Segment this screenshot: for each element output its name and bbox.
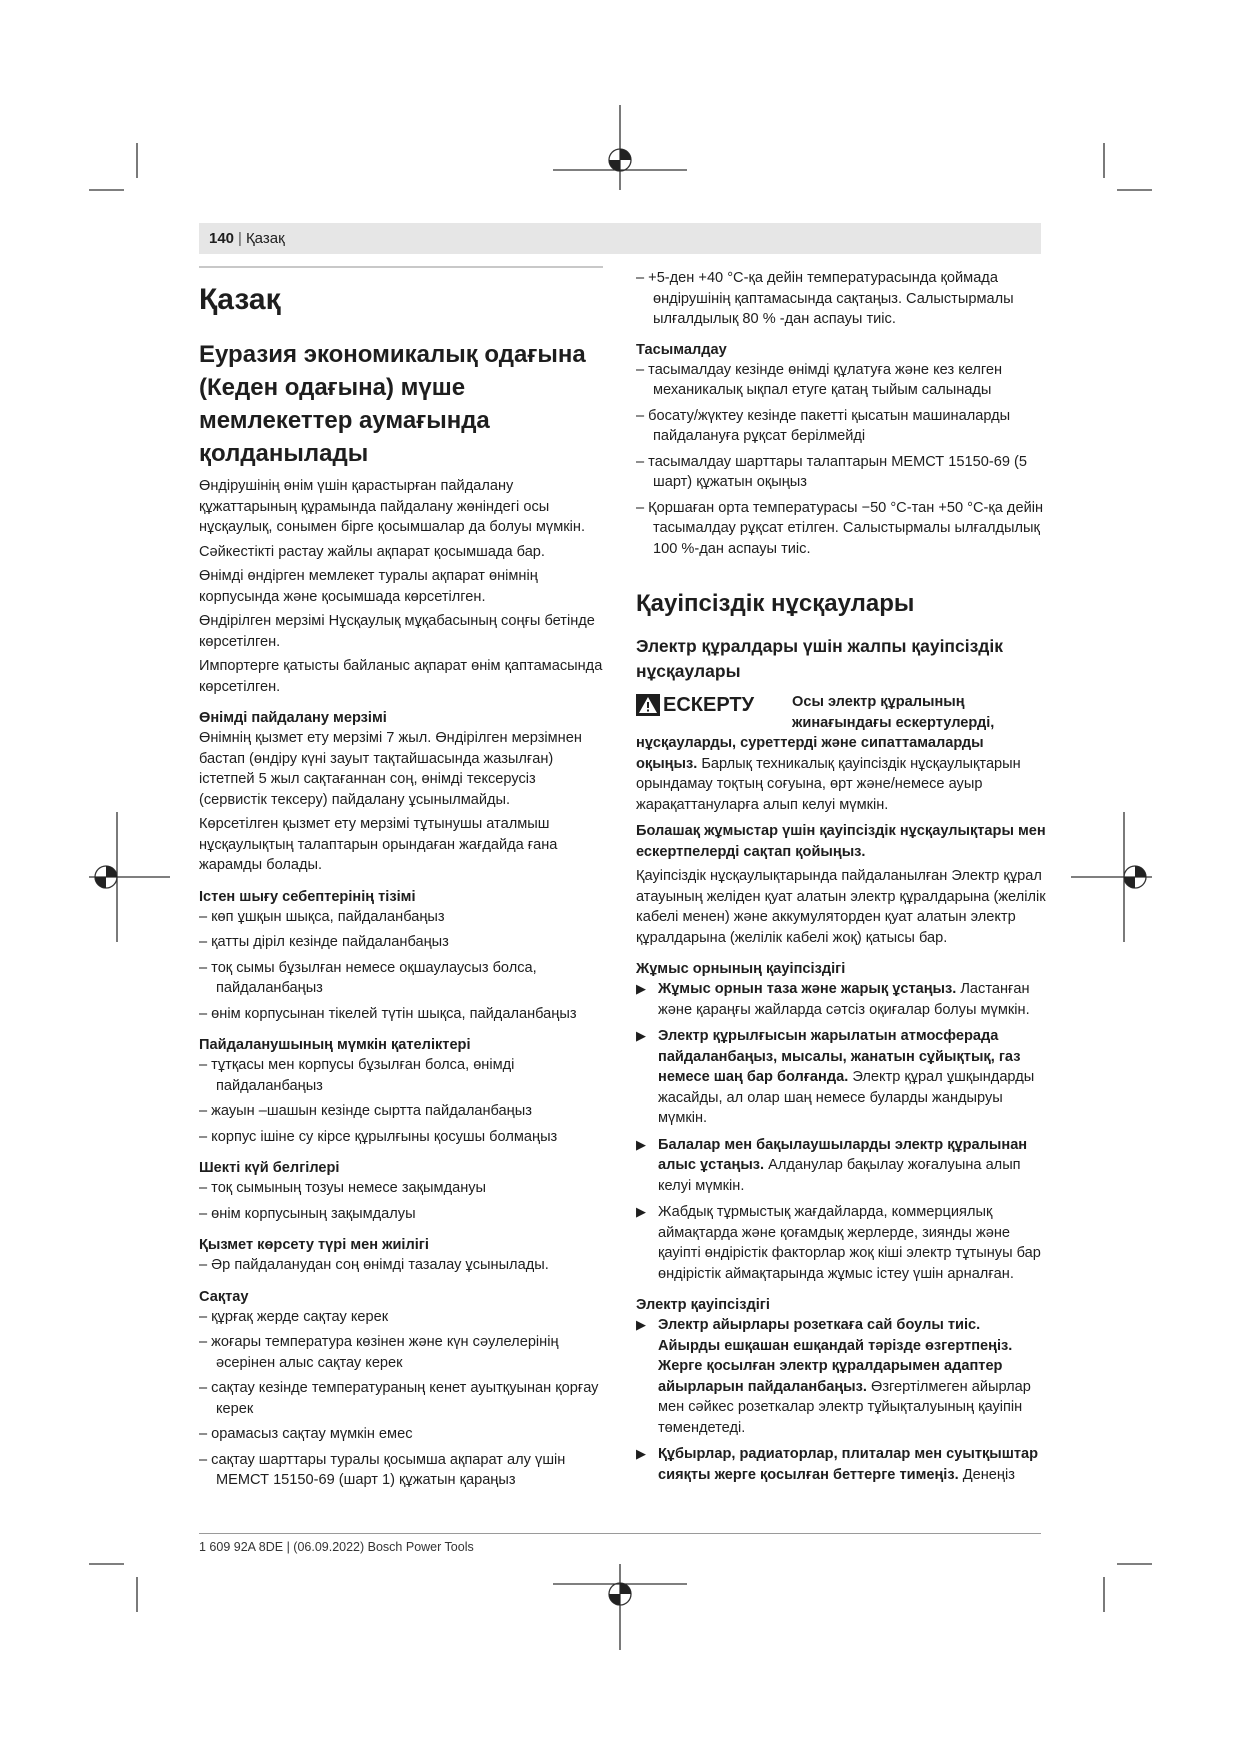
intro-paragraph: Сәйкестікті растау жайлы ақпарат қосымшада бар. bbox=[199, 543, 545, 560]
bullet-triangle-icon: ▶ bbox=[636, 1136, 646, 1152]
warning-label bbox=[636, 692, 754, 718]
list-item: – жауын –шашын кезінде сыртта пайдаланбаңыз bbox=[199, 1103, 532, 1119]
transport-heading: Тасымалдау bbox=[636, 341, 727, 358]
item-bold: Электр айырлары розеткаға сай боулы тиіс. Айырды ешқашан ешқандай тәрізде өзгертпеңіз. Жерге қосылған электр құралдарымен адаптер айырларын пайдаланбаңыз. bbox=[658, 1317, 1013, 1395]
list-item: – өнім корпусынан тікелей түтін шықса, пайдаланбаңыз bbox=[199, 1005, 577, 1022]
list-item bbox=[636, 1135, 1046, 1197]
list-item: – тасымалдау шарттары талаптарын МЕМСТ 15150-69 (5 шарт) құжатын оқыңыз bbox=[636, 453, 1027, 490]
usage-paragraph: Өнімнің қызмет ету мерзімі 7 жыл. Өндірілген мерзімнен бастап (өндіру күні зауыт тақтайшасында жазылған) істетпей 5 жыл сақтағаннан соң, өнімді тексерусіз (сервистік тексеру) пайдалану ұсынылмайды. bbox=[199, 730, 582, 808]
usage-heading: Өнімді пайдалану мерзімі bbox=[199, 710, 387, 726]
section-title: Қазақ bbox=[199, 283, 281, 316]
list-item: – тоқ сымының тозуы немесе зақымдануы bbox=[199, 1180, 487, 1196]
intro-paragraph: Өндірушінің өнім үшін қарастырған пайдалану құжаттарының құрамында пайдалану жөніндегі осы нұсқаулық, сонымен бірге қосымшалар да болуы мүмкін. bbox=[199, 478, 585, 535]
storage-list-continued bbox=[636, 268, 1046, 330]
item-text: Жабдық тұрмыстық жағдайларда, коммерциялық аймақтарда және қоғамдық жерлерде, зиянды және қауіпті өндірістік факторлар жоқ кіші электр тұтынуы бар өндірістік аймақтарында жұмыс істеу үшін арналған. bbox=[658, 1204, 1041, 1282]
list-item bbox=[636, 1202, 1046, 1284]
failure-heading: Істен шығу себептерінің тізімі bbox=[199, 888, 416, 905]
intro-paragraph: Импортерге қатысты байланыс ақпарат өнім қаптамасында көрсетілген. bbox=[199, 658, 603, 695]
bullet-triangle-icon: ▶ bbox=[636, 1028, 646, 1043]
work-area-list bbox=[636, 979, 1046, 1284]
header-section: Қазақ bbox=[245, 230, 285, 247]
limit-list bbox=[199, 1178, 603, 1224]
list-item: – +5-ден +40 °C-қа дейін температурасында қоймада өндірушінің қаптамасында сақтаңыз. Салыстырмалы ылғалдылық 80 % -дан аспауы тиіс. bbox=[636, 270, 1014, 327]
warning-side-text: Осы электр құралының жинағындағы ескертулерді, bbox=[792, 694, 995, 731]
list-item: – көп ұшқын шықса, пайдаланбаңыз bbox=[199, 908, 445, 925]
warning-block bbox=[636, 692, 1046, 815]
bullet-triangle-icon: ▶ bbox=[636, 1317, 646, 1332]
work-area-heading: Жұмыс орнының қауіпсіздігі bbox=[636, 961, 846, 977]
right-column bbox=[636, 268, 1046, 1485]
item-text: Ластанған және қараңғы жайларда сәтсіз оқиғалар болуы мүмкін. bbox=[658, 981, 1030, 1018]
list-item bbox=[636, 979, 1046, 1020]
general-safety-heading: Электр құралдары үшін жалпы қауіпсіздік нұсқаулары bbox=[636, 636, 1004, 681]
list-item: – Қоршаған орта температурасы −50 °C-тан +50 °C-қа дейін тасымалдау рұқсат етілген. Салыстырмалы ылғалдылық 100 %-дан аспауы тиіс. bbox=[636, 499, 1044, 557]
bullet-triangle-icon: ▶ bbox=[636, 1446, 646, 1461]
limit-heading: Шекті күй белгілері bbox=[199, 1160, 340, 1176]
intro-paragraph: Өндірілген мерзімі Нұсқаулық мұқабасының соңғы бетінде көрсетілген. bbox=[199, 613, 595, 650]
item-text: Денеңіз bbox=[958, 1466, 1015, 1483]
list-item bbox=[636, 1315, 1046, 1438]
list-item: – сақтау кезінде температураның кенет ауытқуынан қорғау керек bbox=[199, 1380, 599, 1417]
warning-triangle-icon bbox=[636, 694, 660, 716]
list-item: – сақтау шарттары туралы қосымша ақпарат алу үшін МЕМСТ 15150-69 (шарт 1) құжатын қараңыз bbox=[199, 1451, 566, 1488]
warning-bold-text: нұсқауларды, суреттерді және сипаттамаларды оқыңыз. bbox=[636, 735, 984, 772]
storage-heading: Сақтау bbox=[199, 1288, 249, 1305]
transport-list bbox=[636, 360, 1046, 560]
intro-paragraph: Өнімді өндірген мемлекет туралы ақпарат өнімнің корпусында және қосымшада көрсетілген. bbox=[199, 568, 538, 605]
electrical-safety-heading: Электр қауіпсіздігі bbox=[636, 1297, 770, 1313]
list-item: – жоғары температура көзінен және күн сәулелерінің әсерінен алыс сақтау керек bbox=[199, 1334, 559, 1371]
warning-label-text: ЕСКЕРТУ bbox=[663, 694, 755, 716]
list-item: – корпус ішіне су кірсе құрылғыны қосушы болмаңыз bbox=[199, 1128, 558, 1145]
keep-paragraph: Қауіпсіздік нұсқаулықтарында пайдаланылған Электр құрал атауының желіден қуат алатын электр құралдарына (желілік кабелі менен) және аккумуляторден қуат алатын электр құралдарына (желілік кабелі жоқ) қатысы бар. bbox=[636, 868, 1046, 946]
item-text: Электр құрал ұшқындарды жасайды, ал олар шаң немесе буларды жандыруы мүмкін. bbox=[658, 1069, 1035, 1126]
header-separator: | bbox=[238, 230, 242, 247]
list-item: – өнім корпусының зақымдалуы bbox=[199, 1205, 416, 1222]
item-text: Өзгертілмеген айырлар мен сәйкес розеткалар электр тұйықталуының қауіпін төмендетеді. bbox=[658, 1378, 1031, 1436]
failure-list bbox=[199, 907, 603, 1025]
electrical-safety-list bbox=[636, 1315, 1046, 1485]
page-number: 140 bbox=[209, 230, 235, 247]
list-item: – тұтқасы мен корпусы бұзылған болса, өнімді пайдаланбаңыз bbox=[199, 1057, 515, 1094]
item-bold: Балалар мен бақылаушыларды электр құралынан алыс ұстаңыз. bbox=[658, 1136, 1028, 1173]
errors-list bbox=[199, 1055, 603, 1147]
bullet-triangle-icon: ▶ bbox=[636, 981, 646, 996]
service-heading: Қызмет көрсету түрі мен жиілігі bbox=[199, 1237, 429, 1253]
footer-rule bbox=[199, 1533, 1041, 1534]
storage-list bbox=[199, 1307, 603, 1491]
list-item: – тасымалдау кезінде өнімді құлатуға және кез келген механикалық ықпал етуге қатаң тыйым салынады bbox=[636, 361, 1003, 398]
list-item: – Әр пайдаланудан соң өнімді тазалау ұсынылады. bbox=[199, 1257, 549, 1273]
list-item: – тоқ сымы бұзылған немесе оқшаулаусыз болса, пайдаланбаңыз bbox=[199, 959, 537, 996]
warning-text: Барлық техникалық қауіпсіздік нұсқаулықтарын орындамау тоқтың соғуына, өрт және/немесе ауыр жарақаттануларға алып келуі мүмкін. bbox=[636, 755, 1021, 813]
service-list bbox=[199, 1255, 603, 1276]
list-item: – құрғақ жерде сақтау керек bbox=[199, 1308, 389, 1325]
safety-title: Қауіпсіздік нұсқаулары bbox=[636, 590, 915, 617]
list-item: – босату/жүктеу кезінде пакетті қысатын машиналарды пайдалануға рұқсат берілмейді bbox=[636, 407, 1011, 444]
page-footer: 1 609 92A 8DE | (06.09.2022) Bosch Power Tools bbox=[199, 1540, 474, 1554]
bullet-triangle-icon: ▶ bbox=[636, 1204, 646, 1219]
item-bold: Электр құрылғысын жарылатын атмосферада пайдаланбаңыз, мысалы, жанатын сұйықтық, газ немесе шаң бар болғанда. bbox=[658, 1028, 1021, 1085]
keep-instructions: Болашақ жұмыстар үшін қауіпсіздік нұсқаулықтары мен ескертпелерді сақтап қойыңыз. bbox=[636, 823, 1046, 860]
list-item bbox=[636, 1026, 1046, 1129]
list-item bbox=[636, 1444, 1046, 1485]
warning-paragraph bbox=[636, 733, 1046, 815]
usage-paragraph: Көрсетілген қызмет ету мерзімі тұтынушы аталмыш нұсқаулықтың талаптарын орындаған жағдайда ғана жарамды болады. bbox=[199, 816, 558, 873]
errors-heading: Пайдаланушының мүмкін қателіктері bbox=[199, 1037, 471, 1053]
left-column bbox=[199, 266, 603, 1491]
item-bold: Құбырлар, радиаторлар, плиталар мен суытқыштар сияқты жерге қосылған беттерге тимеңіз. bbox=[658, 1446, 1039, 1483]
section-subtitle: Еуразия экономикалық одағына (Кеден одағына) мүше мемлекеттер аумағында қолданылады bbox=[199, 341, 586, 467]
list-item: – орамасыз сақтау мүмкін емес bbox=[199, 1426, 413, 1442]
page-header bbox=[199, 223, 1041, 254]
item-bold: Жұмыс орнын таза және жарық ұстаңыз. bbox=[658, 981, 957, 997]
item-text: Алданулар бақылау жоғалуына алып келуі мүмкін. bbox=[658, 1157, 1021, 1194]
list-item: – қатты діріл кезінде пайдаланбаңыз bbox=[199, 934, 449, 950]
